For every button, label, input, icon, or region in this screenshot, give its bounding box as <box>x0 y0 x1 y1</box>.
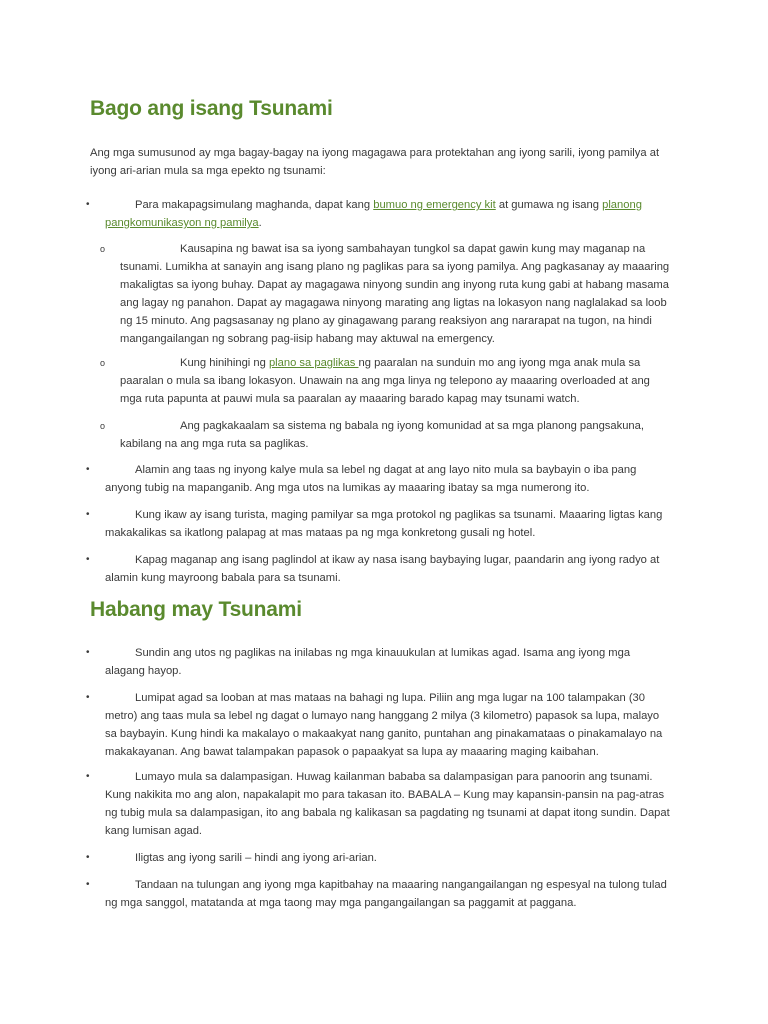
sub-list-item-text <box>120 354 660 408</box>
sub-list-item-text-part: Kausapina ng bawat isa sa iyong sambahayan tungkol sa dapat gawin kung may maganap na tsunami. Lumikha at sanayin ang isang plano ng paglikas para sa iyong pamilya. Ang pagkasanay ay maaaring makaligtas sa iyong buhay. Dapat ay magagawa ninyong sundin ang inyong ruta kung gabi at habang masama ang lagay ng panahon. Dapat ay magagawa ninyong marating ang ligtas na lokasyon nang naglalakad sa loob ng 15 minuto. Ang pagsasanay ng plano ay ginagawang parang reaksiyon ang nararapat na tugon, na hindi mangangailangan ng sobrang pag-iisip habang may aktuwal na emergency. <box>120 243 670 345</box>
sub-list-item-text <box>120 240 676 348</box>
sub-list-item <box>100 240 676 348</box>
section-heading-bago: Bago ang isang Tsunami <box>90 97 333 120</box>
sub-list-item-text-part: Ang pagkakaalam sa sistema ng babala ng iyong komunidad at sa mga planong pangsakuna, kabilang na ang mga ruta sa paglikas. <box>120 420 644 450</box>
list-item-text <box>105 196 655 232</box>
list-item-text-part: Alamin ang taas ng inyong kalye mula sa lebel ng dagat at ang layo nito mula sa baybayin o iba pang anyong tubig na mapanganib. Ang mga utos na lumikas ay maaaring ibatay sa mga numerong ito. <box>105 464 637 494</box>
list-item <box>86 876 675 912</box>
sub-bullet-marker: o <box>100 358 106 368</box>
intro-paragraph: Ang mga sumusunod ay mga bagay-bagay na iyong magagawa para protektahan ang iyong sarili, iyong pamilya at iyong ari-arian mula sa mga epekto ng tsunami: <box>90 147 660 177</box>
sub-list-item-text <box>120 417 660 453</box>
list-item-text-part: Kapag maganap ang isang paglindol at ikaw ay nasa isang baybaying lugar, paandarin ang iyong radyo at alamin kung mayroong babala para sa tsunami. <box>105 554 660 584</box>
list-item <box>86 196 655 232</box>
list-item <box>86 461 653 497</box>
list-item-text <box>105 461 653 497</box>
sub-bullet-marker: o <box>100 244 106 254</box>
bullet-marker: • <box>86 879 90 890</box>
list-item-text <box>105 689 671 761</box>
list-item-text-part: Lumayo mula sa dalampasigan. Huwag kailanman bababa sa dalampasigan para panoorin ang tsunami. Kung nakikita mo ang alon, napakalapit mo para takasan ito. BABALA – Kung may kapansin-pansin na pag-atras ng tubig mula sa dalampasigan, ito ang babala ng kalikasan sa pagdating ng tsunami at dapat itong sundin. Dapat kang lumisan agad. <box>105 771 670 837</box>
sub-list-item <box>100 354 660 408</box>
list-item-text <box>105 551 671 587</box>
list-item <box>86 551 671 587</box>
list-item-text-part: Sundin ang utos ng paglikas na inilabas ng mga kinauukulan at lumikas agad. Isama ang iyong mga alagang hayop. <box>105 647 631 677</box>
list-item-text-part: Para makapagsimulang maghanda, dapat kang <box>135 199 374 211</box>
list-item-text <box>105 644 645 680</box>
communication-plan-link[interactable]: planong pangkomunikasyon ng pamilya <box>105 199 642 229</box>
sub-list-item-text-part: Kung hinihingi ng <box>180 357 269 369</box>
sub-list-item <box>100 417 660 453</box>
list-item <box>86 644 645 680</box>
bullet-marker: • <box>86 647 90 658</box>
bullet-marker: • <box>86 199 90 210</box>
list-item-text <box>105 876 675 912</box>
list-item <box>86 506 671 542</box>
list-item-text <box>105 506 671 542</box>
bullet-marker: • <box>86 464 90 475</box>
sub-list-item-text-part: ng paaralan na sunduin mo ang iyong mga anak mula sa paaralan o mula sa ibang lokasyon. Unawain na ang mga linya ng telepono ay maaaring overloaded at ang mga ruta papunta at pauwi mula sa paaralan ay maaaring barado kapag may tsunami watch. <box>120 357 650 405</box>
list-item <box>86 689 671 761</box>
bullet-marker: • <box>86 771 90 782</box>
list-item-text-part: . <box>258 217 262 229</box>
bullet-marker: • <box>86 509 90 520</box>
list-item-text-part: Tandaan na tulungan ang iyong mga kapitbahay na maaaring nangangailangan ng espesyal na tulong tulad ng mga sanggol, matatanda at mga taong may mga pangangailangan sa paggamit at paggana. <box>105 879 667 909</box>
list-item <box>86 768 677 840</box>
list-item-text <box>105 768 677 840</box>
bullet-marker: • <box>86 692 90 703</box>
bullet-marker: • <box>86 554 90 565</box>
list-item-text-part: Lumipat agad sa looban at mas mataas na bahagi ng lupa. Piliin ang mga lugar na 100 talampakan (30 metro) ang taas mula sa lebel ng dagat o lumayo nang hanggang 2 milya (3 kilometro) papasok sa lupa, malayo sa baybayin. Kung hindi ka makalayo o makaakyat nang ganito, puntahan ang pinakamataas o pinakamalayo na makakayanan. Ang bawat talampakan papasok o papaakyat sa lupa ay maaaring maging kaibahan. <box>105 692 663 758</box>
list-item-text-part: Iligtas ang iyong sarili – hindi ang iyong ari-arian. <box>135 852 377 864</box>
sub-bullet-marker: o <box>100 421 106 431</box>
list-item-text-part: at gumawa ng isang <box>495 199 603 211</box>
list-item <box>86 849 671 867</box>
list-item-text <box>105 849 671 867</box>
list-item-text-part: Kung ikaw ay isang turista, maging pamilyar sa mga protokol ng paglikas sa tsunami. Maaaring ligtas kang makakalikas sa ikatlong palapag at mas mataas pa ng mga konkretong gusali ng hotel. <box>105 509 663 539</box>
bullet-marker: • <box>86 852 90 863</box>
emergency-kit-link[interactable]: bumuo ng emergency kit <box>373 199 496 211</box>
evacuation-plan-link[interactable]: plano sa paglikas <box>268 357 359 369</box>
section-heading-habang: Habang may Tsunami <box>90 598 302 621</box>
